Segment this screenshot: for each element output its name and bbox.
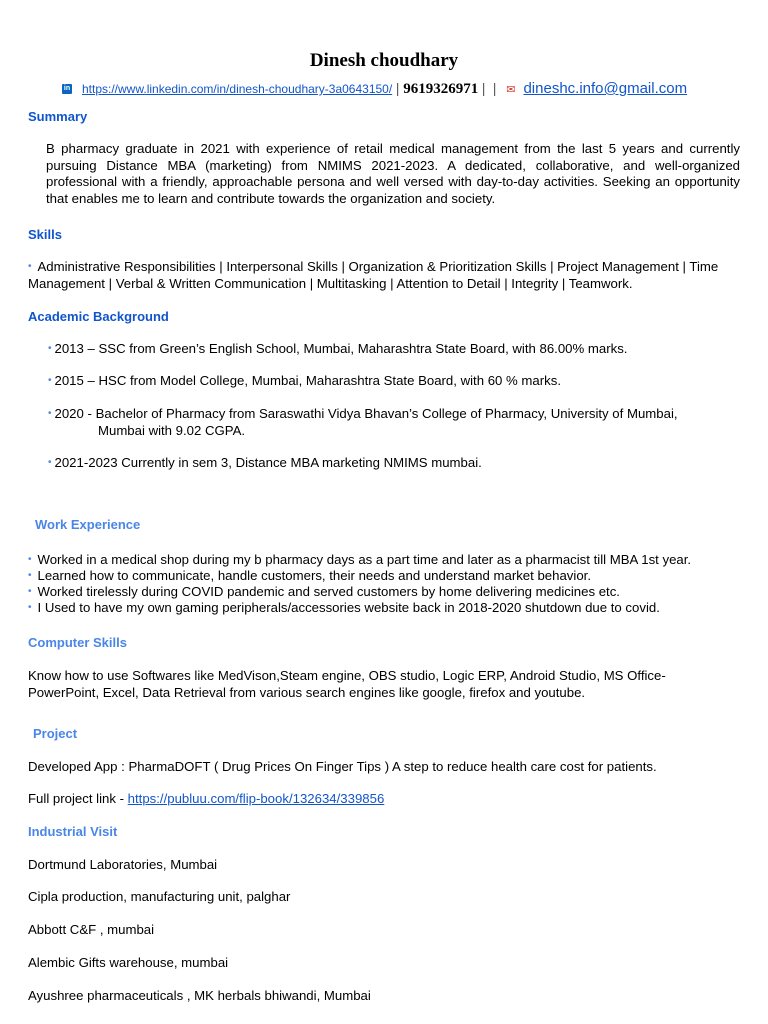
project-link-line	[28, 791, 384, 807]
academic-heading: Academic Background	[28, 309, 169, 324]
list-item: Abbott C&F , mumbai	[28, 922, 155, 937]
list-item-continuation: Mumbai with 9.02 CGPA.	[98, 423, 246, 438]
list-item: • Worked in a medical shop during my b pharmacy days as a part time and later as a pharmacist till MBA 1st year.	[28, 552, 692, 567]
bullet: •	[48, 457, 52, 469]
list-item: Alembic Gifts warehouse, mumbai	[28, 955, 229, 970]
separator: |	[493, 81, 497, 97]
email-link[interactable]: dineshc.info@gmail.com	[523, 80, 688, 97]
mail-icon: ✉	[506, 84, 516, 96]
list-item: Cipla production, manufacturing unit, palghar	[28, 889, 291, 904]
computer-skills-heading: Computer Skills	[28, 635, 127, 650]
work-heading: Work Experience	[35, 517, 141, 532]
bullet: •	[28, 570, 32, 582]
skills-heading: Skills	[28, 227, 62, 242]
list-item: • I Used to have my own gaming peripherals/accessories website back in 2018-2020 shutdown due to covid.	[28, 600, 660, 615]
summary-heading: Summary	[28, 109, 88, 124]
project-description: Developed App : PharmaDOFT ( Drug Prices On Finger Tips ) A step to reduce health care cost for patients.	[28, 759, 657, 774]
list-item: • Learned how to communicate, handle customers, their needs and understand market behavior.	[28, 568, 591, 583]
list-item: Dortmund Laboratories, Mumbai	[28, 857, 218, 872]
linkedin-icon: in	[63, 84, 71, 92]
list-item: • 2013 – SSC from Green’s English School, Mumbai, Maharashtra State Board, with 86.00% marks.	[48, 341, 628, 356]
candidate-name: Dinesh choudhary	[309, 50, 459, 71]
phone-number: 9619326971	[403, 81, 479, 97]
bullet: •	[28, 261, 32, 273]
linkedin-link[interactable]: https://www.linkedin.com/in/dinesh-choudhary-3a0643150/	[82, 82, 393, 96]
bullet: •	[48, 343, 52, 355]
list-item: • 2021-2023 Currently in sem 3, Distance MBA marketing NMIMS mumbai.	[48, 455, 482, 470]
separator: |	[482, 81, 486, 97]
separator: |	[396, 81, 400, 97]
industrial-visit-heading: Industrial Visit	[28, 824, 118, 839]
project-link-label: Full project link -	[28, 791, 128, 806]
bullet: •	[48, 375, 52, 387]
project-heading: Project	[33, 726, 78, 741]
list-item: • Worked tirelessly during COVID pandemic and served customers by home delivering medicines etc.	[28, 584, 620, 599]
list-item: • 2015 – HSC from Model College, Mumbai, Maharashtra State Board, with 60 % marks.	[48, 373, 561, 388]
skills-text	[28, 259, 740, 292]
bullet: •	[28, 602, 32, 614]
bullet: •	[28, 554, 32, 566]
summary-text: B pharmacy graduate in 2021 with experience of retail medical management from the last 5 years and currently pursuing Distance MBA (marketing) from NMIMS 2021-2023. A dedicated, collaborative, and well-organized professional with a friendly, approachable persona and well versed with day-to-day activities. Seeking an opportunity that enables me to learn and contribute towards the organization and society.	[46, 141, 740, 206]
project-link[interactable]: https://publuu.com/flip-book/132634/339856	[127, 791, 385, 806]
list-item: Ayushree pharmaceuticals , MK herbals bhiwandi, Mumbai	[28, 988, 371, 1003]
bullet: •	[48, 408, 52, 420]
bullet: •	[28, 586, 32, 598]
computer-skills-text: Know how to use Softwares like MedVison,Steam engine, OBS studio, Logic ERP, Android Studio, MS Office-PowerPoint, Excel, Data Retrieval from various search engines like google, firefox and youtube.	[28, 668, 666, 700]
contact-line	[62, 80, 742, 99]
list-item: • 2020 - Bachelor of Pharmacy from Saraswathi Vidya Bhavan’s College of Pharmacy, University of Mumbai,	[48, 406, 678, 421]
skills-list: Administrative Responsibilities | Interpersonal Skills | Organization & Prioritization Skills | Project Management | Time Management | Verbal & Written Communication | Multitasking | Attention to Detail | Integrity | Teamwork.	[28, 259, 719, 291]
